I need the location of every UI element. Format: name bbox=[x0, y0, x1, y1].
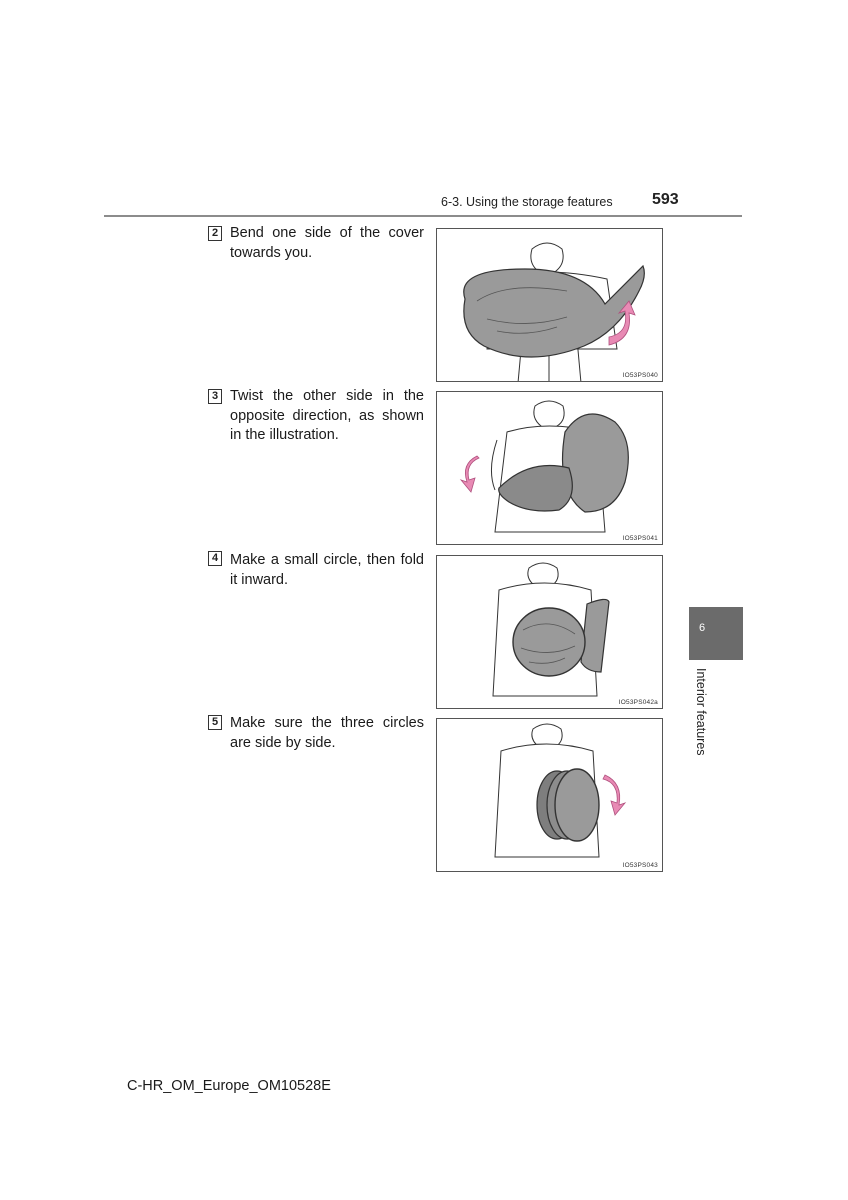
chapter-tab bbox=[689, 607, 743, 660]
document-code: C-HR_OM_Europe_OM10528E bbox=[127, 1078, 331, 1094]
person-twisting-cover-drawing bbox=[437, 392, 663, 545]
step-text: Bend one side of the cover towards you. bbox=[230, 225, 424, 261]
illustration-bend-cover bbox=[436, 228, 663, 382]
step-text: Make sure the three circles are side by side. bbox=[230, 715, 424, 751]
step-text: Twist the other side in the opposite direction, as shown in the illustration. bbox=[230, 388, 424, 443]
chapter-label: Interior features bbox=[694, 668, 708, 756]
step-number-badge: 2 bbox=[208, 226, 222, 241]
figure-code: IO53PS043 bbox=[622, 862, 658, 869]
illustration-three-circles bbox=[436, 718, 663, 872]
section-title: 6-3. Using the storage features bbox=[441, 195, 613, 209]
chapter-number: 6 bbox=[698, 622, 706, 634]
illustration-small-circle bbox=[436, 555, 663, 709]
step-number-badge: 3 bbox=[208, 389, 222, 404]
header-rule bbox=[104, 215, 742, 217]
person-bending-cover-drawing bbox=[437, 229, 663, 382]
figure-code: IO53PS041 bbox=[622, 535, 658, 542]
person-holding-circles-drawing bbox=[437, 719, 663, 872]
step-number-badge: 5 bbox=[208, 715, 222, 730]
figure-code: IO53PS042a bbox=[618, 699, 658, 706]
figure-code: IO53PS040 bbox=[622, 372, 658, 379]
illustration-twist-cover bbox=[436, 391, 663, 545]
person-folding-circle-drawing bbox=[437, 556, 663, 709]
step-number-badge: 4 bbox=[208, 551, 222, 566]
step-text: Make a small circle, then fold it inward. bbox=[230, 552, 424, 588]
page-number: 593 bbox=[652, 191, 679, 208]
